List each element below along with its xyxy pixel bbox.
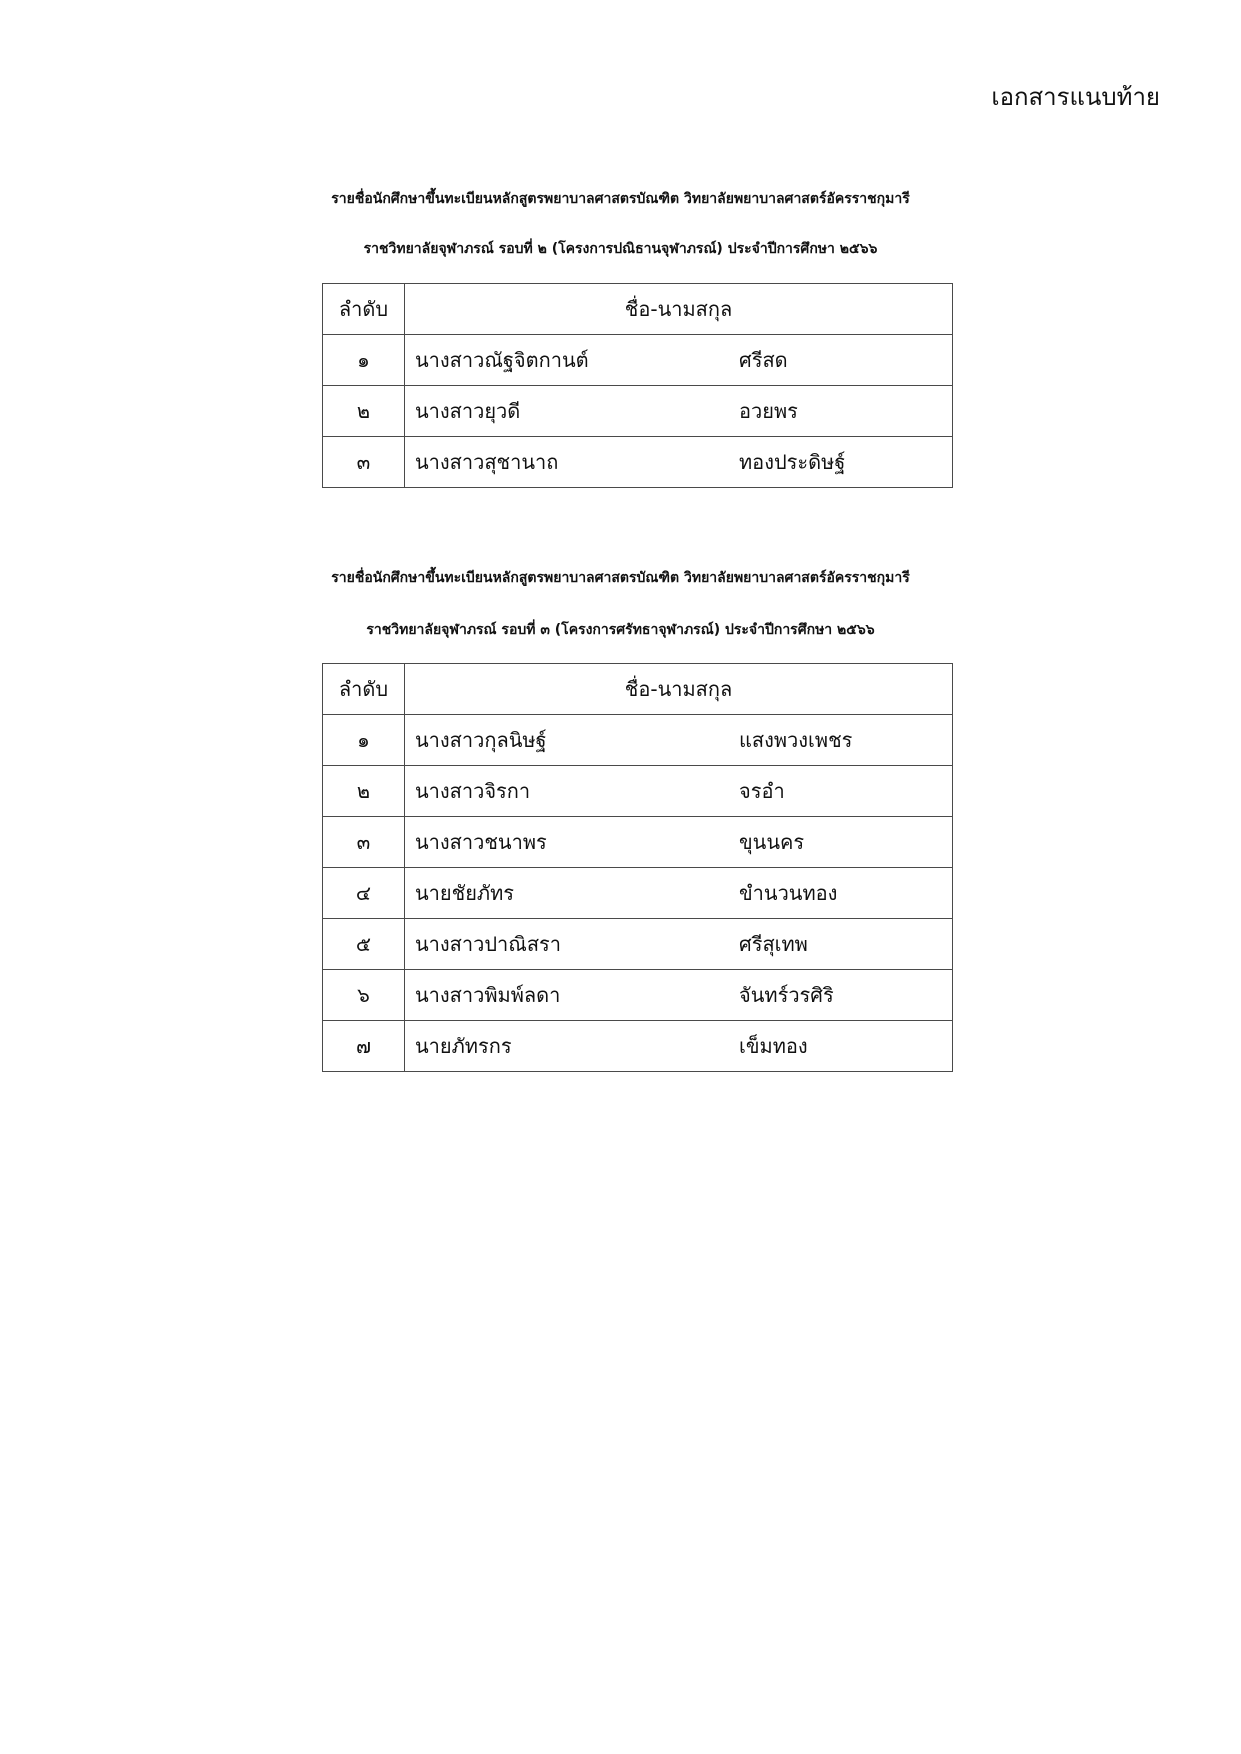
section-1-table <box>322 283 953 488</box>
first-name: นางสาวปาณิสรา <box>415 932 561 956</box>
table-row <box>323 437 953 488</box>
table-row <box>323 335 953 386</box>
first-name: นายชัยภัทร <box>415 881 515 905</box>
row-name-cell <box>405 1021 953 1072</box>
row-number: ๓ <box>323 437 405 488</box>
last-name: อวยพร <box>739 399 798 423</box>
table-row <box>323 868 953 919</box>
row-number: ๔ <box>323 868 405 919</box>
table-row <box>323 766 953 817</box>
table-row <box>323 970 953 1021</box>
row-number: ๗ <box>323 1021 405 1072</box>
column-header-no: ลำดับ <box>323 284 405 335</box>
first-name: นางสาวกุลนิษฐ์ <box>415 728 547 752</box>
row-name-cell <box>405 335 953 386</box>
section-1-title-line-2: ราชวิทยาลัยจุฬาภรณ์ รอบที่ ๒ (โครงการปณิธานจุฬาภรณ์) ประจำปีการศึกษา ๒๕๖๖ <box>363 241 878 257</box>
column-header-name: ชื่อ-นามสกุล <box>405 284 953 335</box>
attachment-note: เอกสารแนบท้าย <box>991 83 1160 111</box>
row-number: ๑ <box>323 335 405 386</box>
last-name: ขุนนคร <box>739 830 805 854</box>
first-name: นางสาวชนาพร <box>415 830 547 854</box>
row-name-cell <box>405 386 953 437</box>
row-name-cell <box>405 919 953 970</box>
section-2-title-line-1: รายชื่อนักศึกษาขึ้นทะเบียนหลักสูตรพยาบาลศาสตรบัณฑิต วิทยาลัยพยาบาลศาสตร์อัครราชกุมารี <box>331 570 910 586</box>
table-row <box>323 1021 953 1072</box>
last-name: ขำนวนทอง <box>739 881 838 905</box>
row-name-cell <box>405 868 953 919</box>
last-name: จันทร์วรศิริ <box>739 983 834 1007</box>
first-name: นางสาวจิรกา <box>415 779 531 803</box>
row-name-cell <box>405 437 953 488</box>
row-name-cell <box>405 766 953 817</box>
table-row <box>323 919 953 970</box>
last-name: จรอำ <box>739 779 785 803</box>
section-2-title-line-2: ราชวิทยาลัยจุฬาภรณ์ รอบที่ ๓ (โครงการศรัทธาจุฬาภรณ์) ประจำปีการศึกษา ๒๕๖๖ <box>366 622 875 638</box>
table-row <box>323 817 953 868</box>
row-number: ๓ <box>323 817 405 868</box>
column-header-name: ชื่อ-นามสกุล <box>405 664 953 715</box>
first-name: นางสาวพิมพ์ลดา <box>415 983 561 1007</box>
table-row <box>323 386 953 437</box>
section-2-table <box>322 663 953 1072</box>
row-name-cell <box>405 970 953 1021</box>
last-name: เข็มทอง <box>739 1034 808 1058</box>
last-name: แสงพวงเพชร <box>739 728 853 752</box>
table-header-row <box>323 664 953 715</box>
column-header-no: ลำดับ <box>323 664 405 715</box>
last-name: ทองประดิษฐ์ <box>739 450 846 474</box>
first-name: นายภัทรกร <box>415 1034 512 1058</box>
first-name: นางสาวณัฐจิตกานต์ <box>415 348 589 372</box>
row-name-cell <box>405 715 953 766</box>
row-name-cell <box>405 817 953 868</box>
row-number: ๑ <box>323 715 405 766</box>
last-name: ศรีสุเทพ <box>739 932 808 956</box>
row-number: ๕ <box>323 919 405 970</box>
last-name: ศรีสด <box>739 348 788 372</box>
first-name: นางสาวยุวดี <box>415 399 521 423</box>
row-number: ๒ <box>323 386 405 437</box>
first-name: นางสาวสุชานาถ <box>415 450 559 474</box>
row-number: ๖ <box>323 970 405 1021</box>
table-row <box>323 715 953 766</box>
section-1-title-line-1: รายชื่อนักศึกษาขึ้นทะเบียนหลักสูตรพยาบาลศาสตรบัณฑิต วิทยาลัยพยาบาลศาสตร์อัครราชกุมารี <box>331 191 910 207</box>
table-header-row <box>323 284 953 335</box>
row-number: ๒ <box>323 766 405 817</box>
